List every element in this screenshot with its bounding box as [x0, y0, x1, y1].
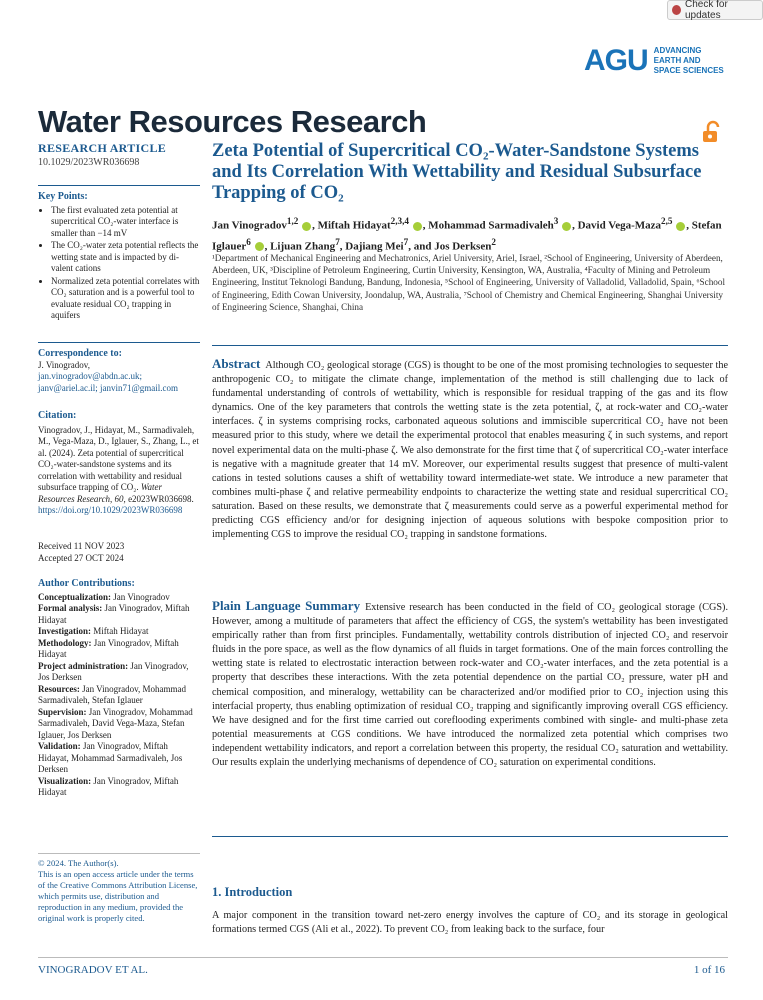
author: Stefan Iglauer	[212, 219, 722, 253]
key-point: • The first evaluated zeta potential at supercritical CO₂-water interface is smaller than −14 mV	[51, 205, 200, 240]
divider	[38, 342, 200, 343]
divider	[212, 836, 728, 837]
orcid-icon[interactable]	[302, 222, 311, 231]
contribution-item: Validation: Jan Vinogradov, Miftah Hidayat, Mohammad Sarmadivaleh, Jos Derksen	[38, 741, 183, 774]
correspondence-emails[interactable]: jan.vinogradov@abdn.ac.uk; janv@ariel.ac.il; janvin71@gmail.com	[38, 371, 179, 393]
contribution-item: Visualization: Jan Vinogradov, Miftah Hidayat	[38, 775, 179, 797]
contribution-item: Resources: Jan Vinogradov, Mohammad Sarmadivaleh, Stefan Iglauer	[38, 683, 187, 705]
key-point: • Normalized zeta potential correlates with CO₂ saturation and is a powerful tool to evaluate residual CO₂ trapping in aquifers	[51, 276, 200, 322]
page-number: 1 of 16	[693, 964, 725, 976]
divider	[38, 185, 200, 186]
article-type-block	[38, 143, 200, 168]
article-type: RESEARCH ARTICLE	[38, 141, 167, 155]
orcid-icon[interactable]	[562, 222, 571, 231]
key-point: • The CO₂-water zeta potential reflects the wetting state and is impacted by di-valent cations	[51, 240, 200, 275]
key-points: Key Points: • The first evaluated zeta potential at supercritical CO₂-water interface is smaller than −14 mV • The CO₂-water zeta potential reflects the wetting state and is impacted by di-valent cations • Normalized zeta potential correlates with CO₂ saturation and is a powerful tool to evaluate residual CO₂ trapping in aquifers	[38, 191, 200, 323]
abstract-heading: Abstract	[212, 356, 261, 371]
contribution-item: Project administration: Jan Vinogradov, Jos Derksen	[38, 660, 189, 682]
author-list: Jan Vinogradov$^{1,2}$ , Miftah Hidayat$^{2,3,4}$ , Mohammad Sarmadivaleh$^3$ , David Vega-Maza$^{2,5}$ , Stefan Iglauer$^6$ , Lijuan Zhang$^7$, Dajiang Mei$^7$, and Jos Derksen$^2$	[212, 216, 722, 253]
contribution-item: Conceptualization: Jan Vinogradov	[38, 591, 170, 602]
plain-language-summary: Plain Language Summary Extensive research has been conducted in the field of CO₂ geological storage (CGS). However, among a multitude of parameters that affect the efficiency of CGS, the system's wettability has been investigated empirically rather than from first principles. Fundamentally, wettability controls distribution of injected CO₂ and reservoir fluids in the pore space, as well as the flow dynamics of all fluids in target formations. One of the main forces controlling the wetting state is related to electrostatic interaction between rock-water and CO₂-water interfaces, and the zeta potential is a property that describes these interactions. With the zeta potential dependence on the partial CO₂ pressure, water pH and chemical composition, and mineralogy, wettability can be characterized and/or modified prior to CO₂ injection using this interfacial property, thus enabling optimization of residual CO₂ trapping and significantly improving overall CGS efficiency. We have designed and for the first time carried out coreflooding experiments combined with single- and multi-phase zeta potential measurements at CGS conditions. We have introduced the normalized zeta potential which comprises two independent wettability indicators, and report a correlation between this property, the residual CO₂ saturation and wettability. Our results explain the underlying mechanisms of dependence of CO₂ saturation on experimental conditions.	[212, 598, 728, 769]
orcid-icon[interactable]	[676, 222, 685, 231]
affiliations: ¹Department of Mechanical Engineering and Mechatronics, Ariel University, Ariel, Israel, ²School of Engineering, University of Aberdeen, Aberdeen, UK, ³Discipline of Petroleum Engineering, Curtin University, Kensington, WA, Australia, ⁴Faculty of Mining and Petroleum Engineering, Institut Teknologi Bandung, Bandung, Indonesia, ⁵School of Engineering, University of Valladolid, Valladolid, Spain, ⁶School of Engineering, Edith Cowan University, Joondalup, WA, Australia, ⁷School of Chemistry and Chemical Engineering, Shanghai University of Engineering Science, Shanghai, China	[212, 253, 726, 312]
contribution-item: Supervision: Jan Vinogradov, Mohammad Sarmadivaleh, David Vega-Maza, Stefan Iglauer, Jos Derksen	[38, 706, 193, 740]
footer-authors: VINOGRADOV ET AL.	[38, 964, 148, 976]
pls-heading: Plain Language Summary	[212, 598, 361, 613]
correspondence: Correspondence to: J. Vinogradov, jan.vinogradov@abdn.ac.uk; janv@ariel.ac.il; janvin71@gmail.com	[38, 348, 200, 394]
author-contributions: Author Contributions: Conceptualization: Jan Vinogradov Formal analysis: Jan Vinogradov, Miftah Hidayat Investigation: Miftah Hidayat Methodology: Jan Vinogradov, Miftah Hidayat Project administration: Jan Vinogradov, Jos Derksen Resources: Jan Vinogradov, Mohammad Sarmadivaleh, Stefan Iglauer Supervision: Jan Vinogradov, Mohammad Sarmadivaleh, David Vega-Maza, Stefan Iglauer, Jos Derksen Validation: Jan Vinogradov, Miftah Hidayat, Mohammad Sarmadivaleh, Jos Derksen Visualization: Jan Vinogradov, Miftah Hidayat	[38, 578, 200, 799]
divider	[212, 345, 728, 346]
dates: Received 11 NOV 2023 Accepted 27 OCT 2024	[38, 541, 125, 563]
citation: Citation: Vinogradov, J., Hidayat, M., Sarmadivaleh, M., Vega-Maza, D., Iglauer, S., Zhang, L., et al. (2024). Zeta potential of supercritical CO₂-water-sandstone systems and its correlation with wettability and residual subsurface trapping of CO₂. Water Resources Research, 60, e2023WR036698. https://doi.org/10.1029/2023WR036698	[38, 410, 199, 515]
divider	[38, 853, 200, 854]
orcid-icon[interactable]	[255, 242, 264, 251]
journal-title: Water Resources Research	[38, 104, 427, 139]
doi[interactable]: 10.1029/2023WR036698	[38, 156, 140, 168]
contribution-item: Methodology: Jan Vinogradov, Miftah Hidayat	[38, 637, 179, 659]
license-text[interactable]: This is an open access article under the terms of the Creative Commons Attribution License, which permits use, distribution and reproduction in any medium, provided the original work is properly cited.	[38, 869, 198, 923]
intro-paragraph: A major component in the transition toward net-zero energy involves the capture of CO₂ and its storage in geological formations termed CGS (Ali et al., 2022). To prevent CO₂ from leaking back to the surface, four	[212, 910, 728, 936]
update-icon	[672, 5, 681, 15]
contribution-item: Investigation: Miftah Hidayat	[38, 626, 149, 636]
author: Mohammad Sarmadivaleh	[428, 219, 554, 232]
author: Jos Derksen	[434, 240, 492, 253]
orcid-icon[interactable]	[413, 222, 422, 231]
author: Dajiang Mei	[345, 240, 404, 253]
author: Lijuan Zhang	[270, 240, 336, 253]
citation-doi-link[interactable]: https://doi.org/10.1029/2023WR036698	[38, 505, 183, 515]
license-block: © 2024. The Author(s). This is an open access article under the terms of the Creative Commons Attribution License, which permits use, distribution and reproduction in any medium, provided the original work is properly cited.	[38, 858, 200, 924]
agu-logo: AGU ADVANCING EARTH AND SPACE SCIENCES	[584, 44, 724, 77]
abstract: Abstract Although CO₂ geological storage (CGS) is thought to be one of the most promising technologies to sequester the anthropogenic CO₂ to mitigate the climate change, implementation of the method is still challenging due to lack of fundamental understanding of controls of wettability, which is responsible for residual trapping of the gas and its flow dynamics. One of the key parameters that controls the wetting state is the zeta potential, ζ, at rock-water and CO₂-water interfaces. ζ in systems comprising rocks, carbonated aqueous solutions and immiscible supercritical CO₂ have not been measured prior to this study, where we detail the experimental protocol that enables measuring ζ in such systems, and report novel experimental data on the multi-phase ζ. We also demonstrate for the first time that ζ of supercritical CO₂-water interface is negative with a magnitude greater that 14 mV. Moreover, our experimental results suggest that presence of multi-valent cations in tested solutions causes a shift of wettability toward intermediate-wet state. We introduce a new parameter that combines multi-phase ζ and relative permeability endpoints to characterize the wetting state and residual supercritical CO₂ saturation. Based on these results, we demonstrate that ζ measurements could serve as a powerful experimental method for predicting CGS efficiency and/or for designing injection of aqueous solutions with bespoke composition prior to implementing CGS to improve the residual CO₂ trapping in sandstone formations.	[212, 356, 728, 541]
section-heading-introduction: 1. Introduction	[212, 885, 293, 899]
footer-divider	[38, 957, 728, 958]
article-title: Zeta Potential of Supercritical CO₂-Water-Sandstone Systems and Its Correlation With Wettability and Residual Subsurface Trapping of CO₂	[212, 141, 702, 203]
author: Jan Vinogradov	[212, 219, 287, 232]
check-for-updates-button[interactable]: Check for updates	[667, 0, 763, 20]
author: David Vega-Maza	[577, 219, 662, 232]
contribution-item: Formal analysis: Jan Vinogradov, Miftah Hidayat	[38, 603, 190, 625]
author: Miftah Hidayat	[317, 219, 391, 232]
